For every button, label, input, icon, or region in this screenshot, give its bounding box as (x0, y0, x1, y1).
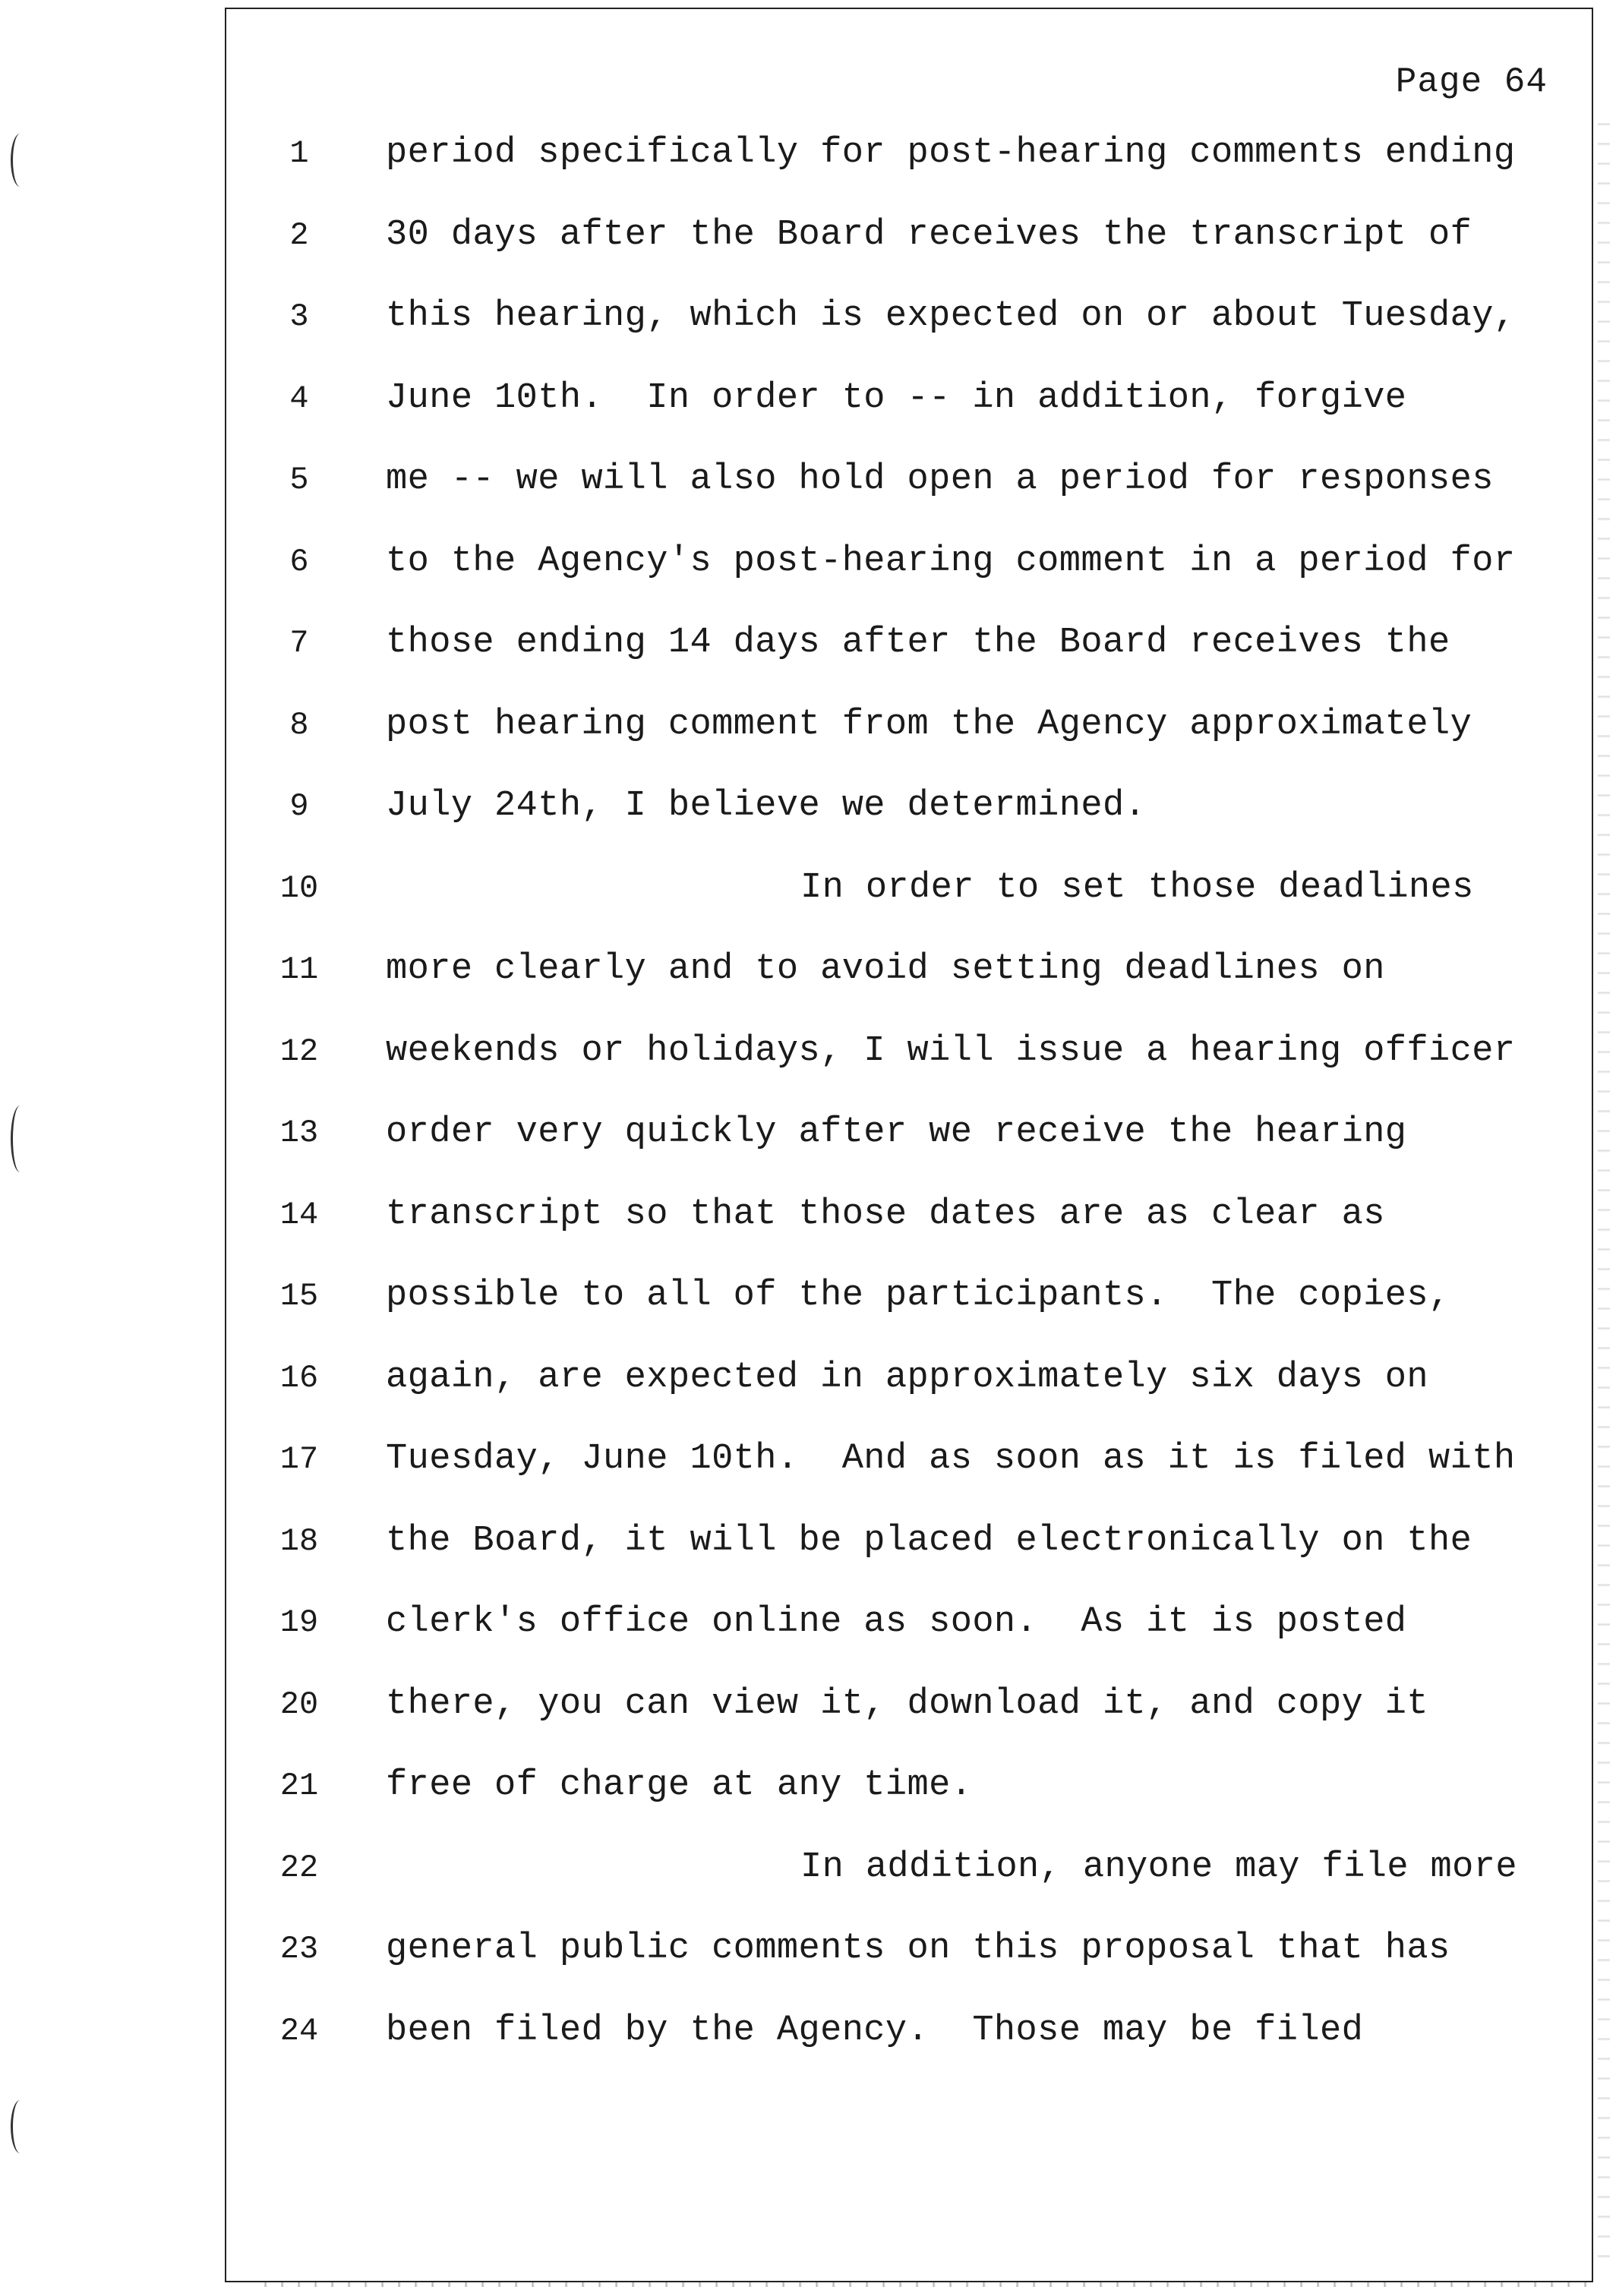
transcript-line (226, 1195, 1595, 1277)
line-number: 10 (279, 869, 319, 907)
line-number: 23 (279, 1931, 319, 1967)
line-number: 24 (279, 2012, 319, 2049)
line-number: 20 (279, 1686, 319, 1723)
transcript-line (226, 1766, 1595, 1848)
line-text: weekends or holidays, I will issue a hearing officer (386, 1030, 1516, 1071)
line-text: general public comments on this proposal that has (386, 1929, 1450, 1969)
line-number: 15 (279, 1278, 319, 1314)
line-text: 30 days after the Board receives the transcript of (386, 214, 1472, 255)
transcript-line (226, 1032, 1595, 1114)
line-number: 9 (289, 788, 309, 825)
transcript-line (226, 379, 1595, 461)
line-number: 3 (289, 298, 309, 335)
line-text: again, are expected in approximately six days on (386, 1357, 1429, 1398)
line-text: order very quickly after we receive the hearing (386, 1112, 1407, 1153)
line-number: 14 (279, 1196, 319, 1233)
line-text: free of charge at any time. (386, 1765, 973, 1806)
line-text: possible to all of the participants. The copies, (386, 1276, 1450, 1316)
scan-edge-right (1598, 106, 1610, 2263)
line-number: 6 (289, 543, 309, 580)
line-text: Tuesday, June 10th. And as soon as it is filed with (386, 1439, 1516, 1479)
line-text: In order to set those deadlines (800, 867, 1474, 908)
line-text: been filed by the Agency. Those may be filed (386, 2010, 1364, 2051)
line-number: 8 (289, 706, 309, 743)
transcript-line (226, 1603, 1595, 1685)
line-number: 1 (289, 135, 309, 172)
transcript-line (226, 1929, 1595, 2011)
transcript-line (226, 297, 1595, 379)
line-number: 22 (279, 1849, 319, 1886)
line-number: 18 (279, 1522, 319, 1560)
line-text: there, you can view it, download it, and copy it (386, 1683, 1429, 1724)
line-text: In addition, anyone may file more (800, 1847, 1517, 1888)
transcript-line (226, 134, 1595, 216)
line-text: post hearing comment from the Agency approximately (386, 704, 1472, 745)
line-text: period specifically for post-hearing comments ending (386, 133, 1516, 173)
transcript-lines (226, 134, 1595, 2093)
line-number: 4 (289, 380, 309, 417)
transcript-line (226, 1685, 1595, 1767)
binding-mark-bottom (11, 2100, 30, 2153)
line-text: this hearing, which is expected on or about Tuesday, (386, 296, 1516, 336)
line-text: to the Agency's post-hearing comment in a period for (386, 541, 1516, 582)
transcript-line (226, 1848, 1595, 1930)
line-number: 2 (289, 216, 309, 254)
line-number: 13 (279, 1115, 319, 1151)
transcript-line (226, 623, 1595, 705)
line-text: June 10th. In order to -- in addition, forgive (386, 377, 1407, 418)
transcript-line (226, 705, 1595, 787)
transcript-line (226, 216, 1595, 298)
transcript-line (226, 1113, 1595, 1195)
transcript-line (226, 2011, 1595, 2093)
line-text: me -- we will also hold open a period for responses (386, 459, 1494, 500)
transcript-line (226, 869, 1595, 951)
line-text: more clearly and to avoid setting deadlines on (386, 949, 1385, 989)
line-text: transcript so that those dates are as clear as (386, 1194, 1385, 1235)
transcript-line (226, 1358, 1595, 1440)
binding-mark-middle (11, 1105, 30, 1172)
transcript-line (226, 542, 1595, 624)
transcript-line (226, 950, 1595, 1032)
line-number: 21 (279, 1768, 319, 1804)
page-number: Page 64 (1395, 62, 1548, 102)
line-number: 7 (289, 625, 309, 661)
binding-mark-top (11, 134, 30, 187)
transcript-page (225, 8, 1593, 2282)
line-text: clerk's office online as soon. As it is posted (386, 1602, 1407, 1642)
line-text: July 24th, I believe we determined. (386, 786, 1147, 826)
line-number: 17 (279, 1441, 319, 1478)
line-text: those ending 14 days after the Board receives the (386, 623, 1450, 663)
transcript-line (226, 1522, 1595, 1604)
transcript-line (226, 460, 1595, 542)
transcript-line (226, 787, 1595, 869)
line-number: 11 (279, 951, 319, 988)
line-number: 5 (289, 462, 309, 498)
line-text: the Board, it will be placed electronically on the (386, 1520, 1472, 1561)
line-number: 12 (279, 1033, 319, 1070)
line-number: 19 (279, 1604, 319, 1641)
transcript-line (226, 1440, 1595, 1522)
line-number: 16 (279, 1359, 319, 1396)
transcript-line (226, 1276, 1595, 1358)
